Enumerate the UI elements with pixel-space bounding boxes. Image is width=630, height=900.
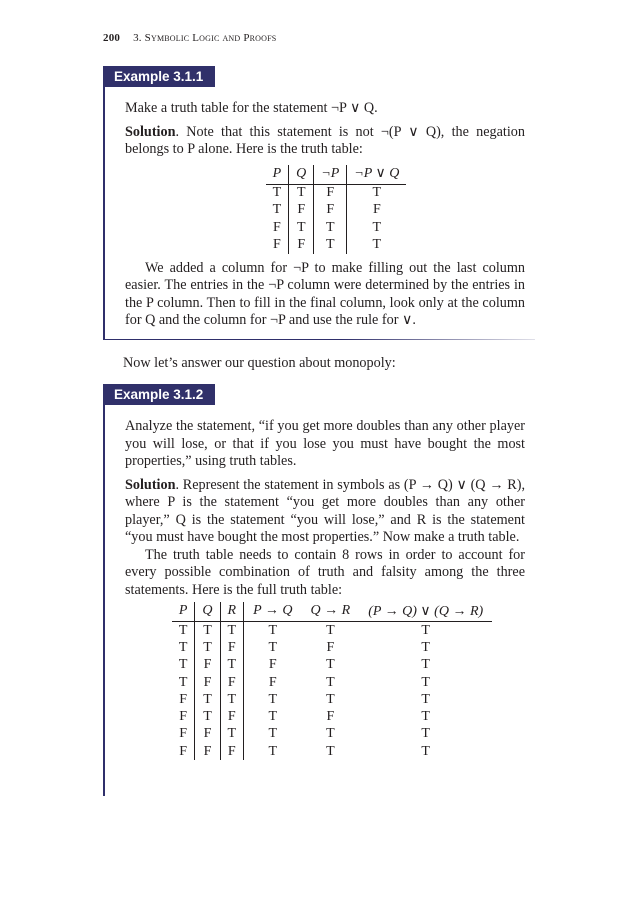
column-header: ¬P ∨ Q <box>347 165 407 185</box>
table-cell: F <box>220 708 244 725</box>
column-header: Q <box>195 602 220 622</box>
column-header: Q → R <box>302 602 360 622</box>
table-cell: F <box>289 202 314 219</box>
running-head <box>103 32 276 44</box>
table-cell: T <box>314 219 347 236</box>
table-cell: T <box>220 622 244 640</box>
table-cell: T <box>195 708 220 725</box>
table-cell: F <box>195 726 220 743</box>
table-cell: T <box>266 184 289 202</box>
table-cell: T <box>220 726 244 743</box>
solution-text: . Represent the statement in symbols as (P → Q) ∨ (Q → R), where P is the statement “you get more doubles than any other player,” Q is the statement “you will lose,” and R is the statement “you must have bought the most properties.” Now make a truth table. <box>125 476 525 545</box>
table-cell: T <box>220 691 244 708</box>
table-cell: T <box>314 236 347 253</box>
table-cell: F <box>326 709 335 725</box>
followup-paragraph: We added a column for ¬P to make filling out the last column easier. The entries in the ¬P column were determined by the entries in the P column. Then to fill in the final column, look only at the column for Q and the column for ¬P and use the rule for ∨. <box>125 259 525 329</box>
chapter-title: 3. Symbolic Logic and Proofs <box>133 32 277 44</box>
table-row <box>172 691 492 708</box>
table-row <box>266 219 407 236</box>
table-cell: F <box>172 726 195 743</box>
table-cell: F <box>195 743 220 760</box>
table-row <box>172 639 492 656</box>
table-cell: F <box>314 184 347 202</box>
truth-table-body <box>172 622 492 761</box>
column-header: R <box>220 602 244 622</box>
table-header-row <box>172 602 492 622</box>
table-cell: F <box>172 691 195 708</box>
column-header: P → Q <box>244 602 302 622</box>
table-cell: T <box>268 639 278 655</box>
column-header: ¬P <box>314 165 347 185</box>
table-cell: F <box>266 219 289 236</box>
table-cell: T <box>372 237 382 253</box>
table-cell: T <box>421 674 430 690</box>
table-cell: T <box>172 657 195 674</box>
table-cell: T <box>172 674 195 691</box>
column-header: Q <box>289 165 314 185</box>
table-row <box>266 236 407 253</box>
table-row <box>172 743 492 760</box>
table-cell: T <box>421 726 430 742</box>
table-row <box>266 202 407 219</box>
example-label: Example 3.1.2 <box>103 384 215 405</box>
table-row <box>172 708 492 725</box>
truth-table-wrapper <box>125 602 525 760</box>
table-cell: T <box>326 657 335 673</box>
example-label: Example 3.1.1 <box>103 66 215 87</box>
truth-table <box>172 602 492 760</box>
table-cell: F <box>195 657 220 674</box>
table-row <box>172 657 492 674</box>
table-cell: T <box>268 622 278 638</box>
truth-table-wrapper <box>125 165 525 254</box>
table-cell: T <box>195 691 220 708</box>
table-cell: F <box>326 639 335 655</box>
table-cell: F <box>268 657 277 673</box>
table-cell: F <box>220 674 244 691</box>
column-header: P <box>172 602 195 622</box>
example-prompt: Make a truth table for the statement ¬P ∨ Q. <box>125 100 378 116</box>
solution-text: . Note that this statement is not ¬(P ∨ Q), the negation belongs to P alone. Here is the truth table: <box>125 123 525 157</box>
interlude-text: Now let’s answer our question about monopoly: <box>123 355 396 371</box>
table-cell: F <box>220 743 244 760</box>
table-cell: T <box>266 202 289 219</box>
example-3-1-2 <box>103 384 535 796</box>
table-cell: T <box>268 743 278 759</box>
example-prompt: Analyze the statement, “if you get more doubles than any other player you will lose, or that if you lose you must have bought the most properties,” using truth tables. <box>125 418 525 469</box>
table-cell: F <box>266 236 289 253</box>
column-header: (P → Q) ∨ (Q → R) <box>359 602 492 622</box>
example-3-1-1 <box>103 66 535 340</box>
table-cell: T <box>421 709 430 725</box>
solution-paragraph <box>125 124 525 159</box>
table-cell: T <box>268 726 278 742</box>
followup-paragraph: The truth table needs to contain 8 rows in order to account for every possible combination of truth and falsity among the three statements. Here is the full truth table: <box>125 546 525 598</box>
table-cell: T <box>289 184 314 202</box>
column-header: P <box>266 165 289 185</box>
table-cell: T <box>421 622 430 638</box>
table-cell: F <box>372 202 381 218</box>
table-cell: T <box>172 622 195 640</box>
table-cell: T <box>289 219 314 236</box>
table-cell: F <box>172 708 195 725</box>
table-cell: F <box>314 202 347 219</box>
table-cell: T <box>220 657 244 674</box>
table-cell: F <box>220 639 244 656</box>
table-cell: T <box>326 691 335 707</box>
table-cell: T <box>421 743 430 759</box>
table-cell: T <box>421 691 430 707</box>
table-cell: T <box>195 622 220 640</box>
table-cell: T <box>421 657 430 673</box>
table-cell: T <box>372 219 382 235</box>
table-row <box>266 184 407 202</box>
truth-table <box>266 165 407 254</box>
page-number: 200 <box>103 32 121 44</box>
table-cell: T <box>268 709 278 725</box>
solution-lead: Solution <box>125 123 176 140</box>
table-cell: F <box>268 674 277 690</box>
solution-lead: Solution <box>125 476 176 493</box>
table-cell: F <box>172 743 195 760</box>
table-row <box>172 726 492 743</box>
table-header-row <box>266 165 407 185</box>
table-cell: T <box>326 622 335 638</box>
table-cell: F <box>289 236 314 253</box>
table-row <box>172 622 492 640</box>
table-cell: T <box>326 743 335 759</box>
table-cell: T <box>268 691 278 707</box>
table-cell: T <box>326 726 335 742</box>
solution-paragraph <box>125 477 525 547</box>
example-bottom-rule <box>105 339 535 340</box>
table-cell: T <box>372 185 382 201</box>
table-cell: T <box>421 639 430 655</box>
table-cell: F <box>195 674 220 691</box>
table-cell: T <box>195 639 220 656</box>
table-row <box>172 674 492 691</box>
table-cell: T <box>172 639 195 656</box>
table-cell: T <box>326 674 335 690</box>
